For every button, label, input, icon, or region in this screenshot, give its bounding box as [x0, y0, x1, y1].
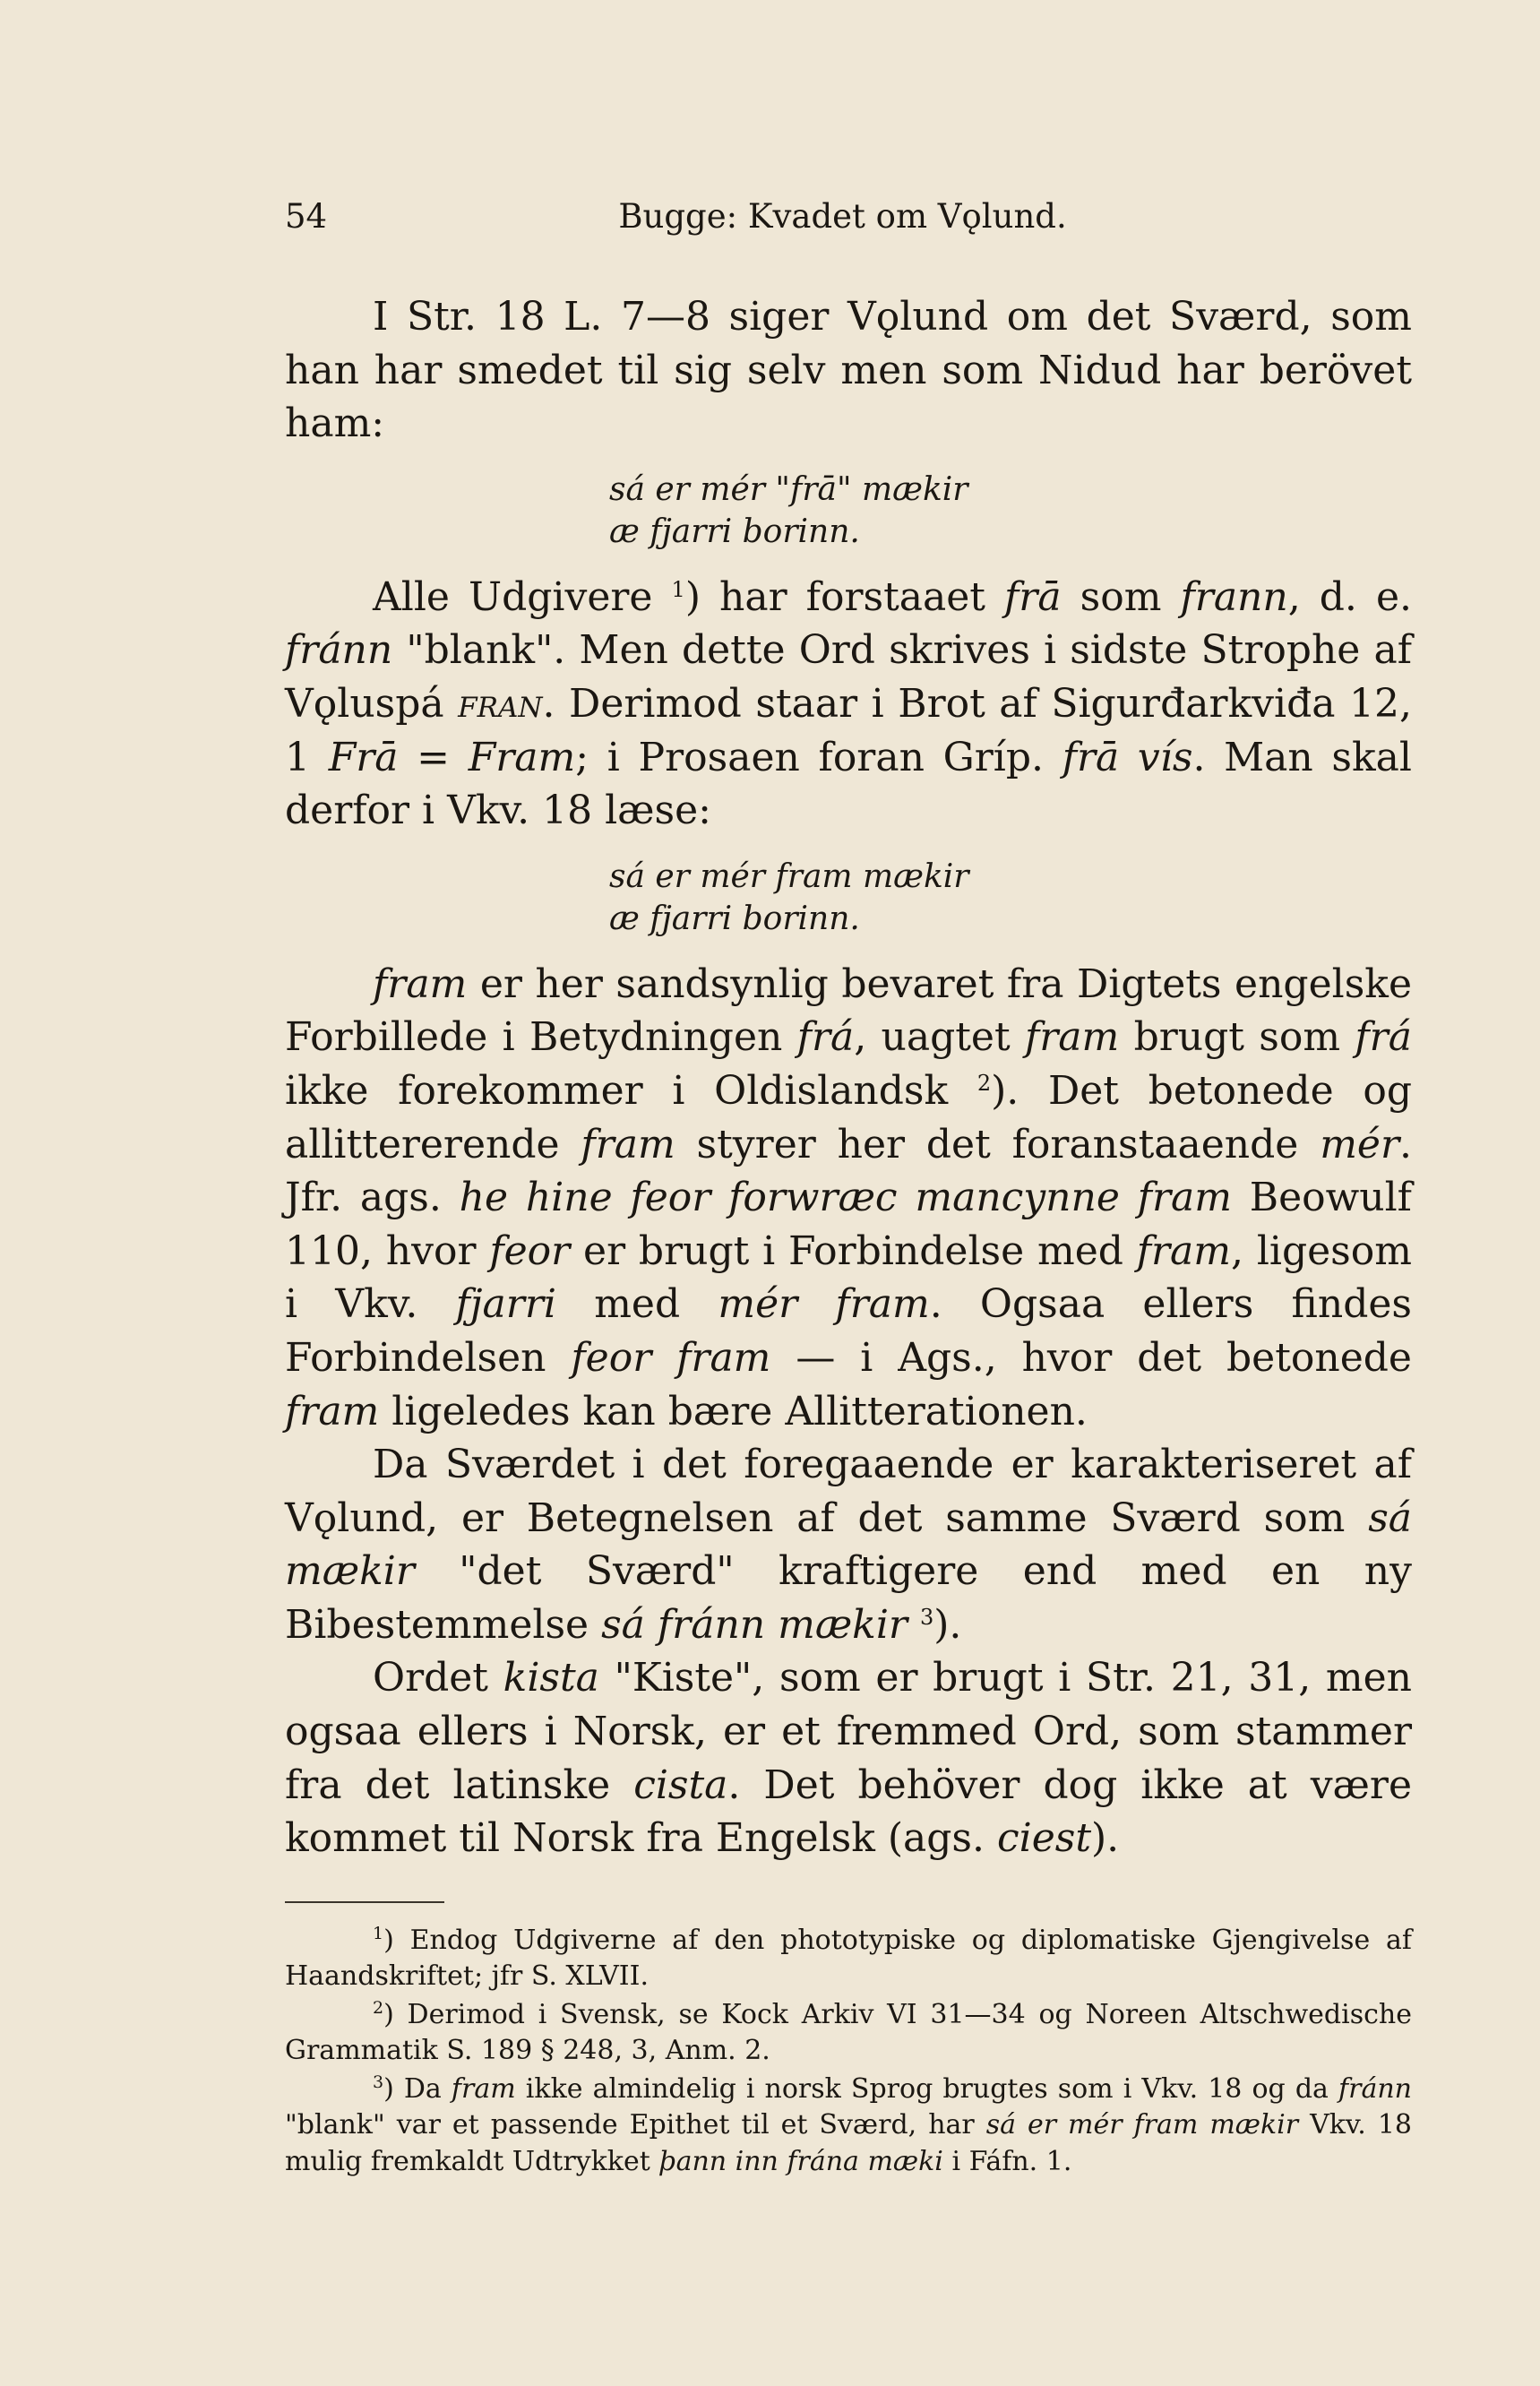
- text-run: er her sandsynlig bevaret fra Digtets engelske Forbillede i Betydningen: [285, 960, 1412, 1061]
- paragraph-1: [285, 290, 1412, 451]
- italic-term: sá fránn mækir: [601, 1601, 908, 1648]
- verse-1-line-2: æ fjarri borinn.: [609, 513, 860, 550]
- footnote-1: [285, 1923, 1412, 1995]
- text-run: er brugt i Forbindelse med: [583, 1227, 1123, 1274]
- text-run: som: [1080, 573, 1162, 620]
- text-run: "det Sværd" kraftigere end med en ny Bibestemmelse: [285, 1548, 1412, 1648]
- italic-term: fram: [581, 1121, 675, 1167]
- text-run: . Man skal derfor i Vkv. 18 læse:: [285, 734, 1412, 834]
- italic-term: fránn: [285, 627, 393, 674]
- text-run: ) Da: [383, 2072, 442, 2105]
- italic-term: feor: [489, 1227, 571, 1274]
- running-header: [285, 197, 1412, 249]
- text-run: . Ogsaa ellers findes Forbindelsen: [285, 1281, 1412, 1381]
- paragraph-1-text: I Str. 18 L. 7—8 siger Vǫlund om det Sværd, som han har smedet til sig selv men som Nidud har berövet ham:: [285, 294, 1412, 447]
- text-run: brugt som: [1133, 1014, 1341, 1061]
- footnote-ref-1: 1: [671, 576, 685, 602]
- verse-2-line-2: æ fjarri borinn.: [609, 900, 860, 937]
- italic-term: ciest: [997, 1815, 1092, 1862]
- text-run: — i Ags., hvor det betonede: [796, 1334, 1412, 1381]
- footnote-2: [285, 1997, 1412, 2070]
- italic-term: fram: [451, 2072, 516, 2105]
- footnote-ref-2: 2: [976, 1070, 992, 1096]
- italic-term: frā vís: [1062, 734, 1193, 780]
- italic-term: Frā: [328, 734, 399, 780]
- text-run: ligeledes kan bære Allitterationen.: [391, 1388, 1088, 1434]
- text-run: ; i Prosaen foran Gríp.: [575, 734, 1044, 780]
- verse-quote-1: [609, 469, 1412, 553]
- paragraph-4: [285, 1438, 1412, 1651]
- running-title: Bugge: Kvadet om Vǫlund.: [618, 197, 1067, 236]
- italic-term: frá: [796, 1014, 855, 1061]
- text-run: . Jfr. ags.: [285, 1121, 1412, 1221]
- text-run: ikke forekommer i Oldislandsk: [285, 1067, 949, 1114]
- text-run: med: [594, 1281, 681, 1328]
- text-run: ).: [933, 1601, 962, 1648]
- footnote-2-text: ) Derimod i Svensk, se Kock Arkiv VI 31—34 og Noreen Altschwedische Grammatik S. 189 § 248, 3, Anm. 2.: [285, 1998, 1412, 2067]
- text-run: "Kiste", som er brugt i Str. 21, 31, men ogsaa ellers i Norsk, er et fremmed Ord, som stammer fra det latinske: [285, 1655, 1412, 1808]
- footnote-3: [285, 2072, 1412, 2181]
- text-run: ). Det betonede og allittererende: [285, 1067, 1412, 1167]
- italic-term: kista: [503, 1655, 599, 1701]
- italic-smallcaps-term: fran: [458, 680, 543, 727]
- paragraph-2: [285, 571, 1412, 838]
- footnote-ref-3: 3: [919, 1604, 934, 1630]
- text-run: ikke almindelig i norsk Sprog brugtes som i Vkv. 18 og da: [525, 2072, 1329, 2105]
- text-run: ).: [1091, 1815, 1120, 1862]
- italic-term: mér fram: [718, 1281, 930, 1328]
- italic-term: Fram: [468, 734, 576, 780]
- italic-term: cista: [633, 1762, 728, 1808]
- text-run: "blank". Men dette Ord skrives i sidste Strophe af Vǫluspá: [285, 627, 1412, 727]
- italic-term: fram: [285, 1388, 380, 1434]
- page-content: [285, 197, 1412, 2182]
- text-run: Alle Udgivere: [373, 573, 653, 620]
- italic-term: frann: [1180, 573, 1288, 620]
- verse-2-line-1: sá er mér fram mækir: [609, 857, 969, 895]
- italic-term: frá: [1355, 1014, 1412, 1061]
- text-run: Da Sværdet i det foregaaende er karakteriseret af Vǫlund, er Betegnelsen af det samme Sværd som: [285, 1442, 1412, 1541]
- paragraph-5: [285, 1651, 1412, 1865]
- italic-term: feor fram: [571, 1334, 771, 1381]
- text-run: Vkv. 18 mulig fremkaldt Udtrykket: [285, 2109, 1412, 2177]
- text-run: styrer her det foranstaaende: [696, 1121, 1299, 1167]
- verse-1-line-1: sá er mér "frā" mækir: [609, 470, 968, 508]
- verse-quote-2: [609, 856, 1412, 940]
- footnote-divider: [285, 1901, 444, 1903]
- text-run: ) har forstaaet: [684, 573, 985, 620]
- italic-term: sá mækir: [285, 1494, 1412, 1595]
- footnote-3-number: 3: [373, 2072, 384, 2092]
- footnote-2-number: 2: [373, 1997, 384, 2018]
- italic-term: fránn: [1338, 2072, 1412, 2105]
- italic-quote: sá er mér fram mækir: [985, 2109, 1299, 2141]
- italic-quote: þann inn frána mæki: [658, 2145, 943, 2177]
- text-run: . Derimod staar i Brot af Sigurđarkviđa 12, 1: [285, 680, 1412, 780]
- paragraph-3: [285, 958, 1412, 1438]
- italic-term: mér: [1320, 1121, 1399, 1167]
- italic-term: frā: [1004, 573, 1062, 620]
- footnote-1-text: ) Endog Udgiverne af den phototypiske og diplomatiske Gjengivelse af Haandskriftet; jfr S. XLVII.: [285, 1924, 1412, 1993]
- text-run: "blank" var et passende Epithet til et Sværd, har: [285, 2109, 975, 2141]
- italic-quote: he hine feor forwræc mancynne fram: [459, 1175, 1232, 1221]
- text-run: , d. e.: [1287, 573, 1412, 620]
- text-run: , ligesom i Vkv.: [285, 1227, 1412, 1328]
- text-run: Beowulf 110, hvor: [285, 1175, 1412, 1274]
- italic-term: fram: [1136, 1227, 1232, 1274]
- text-run: , uagtet: [854, 1014, 1011, 1061]
- text-run: Ordet: [373, 1655, 488, 1701]
- page-number: 54: [285, 197, 328, 236]
- footnote-1-number: 1: [373, 1923, 384, 1943]
- italic-term: fjarri: [455, 1281, 556, 1328]
- text-run: i Fáfn. 1.: [951, 2145, 1072, 2177]
- italic-term: fram: [373, 960, 468, 1007]
- text-run: . Det behöver dog ikke at være kommet til Norsk fra Engelsk (ags.: [285, 1762, 1412, 1862]
- text-run: =: [417, 734, 451, 780]
- italic-term: fram: [1024, 1014, 1120, 1061]
